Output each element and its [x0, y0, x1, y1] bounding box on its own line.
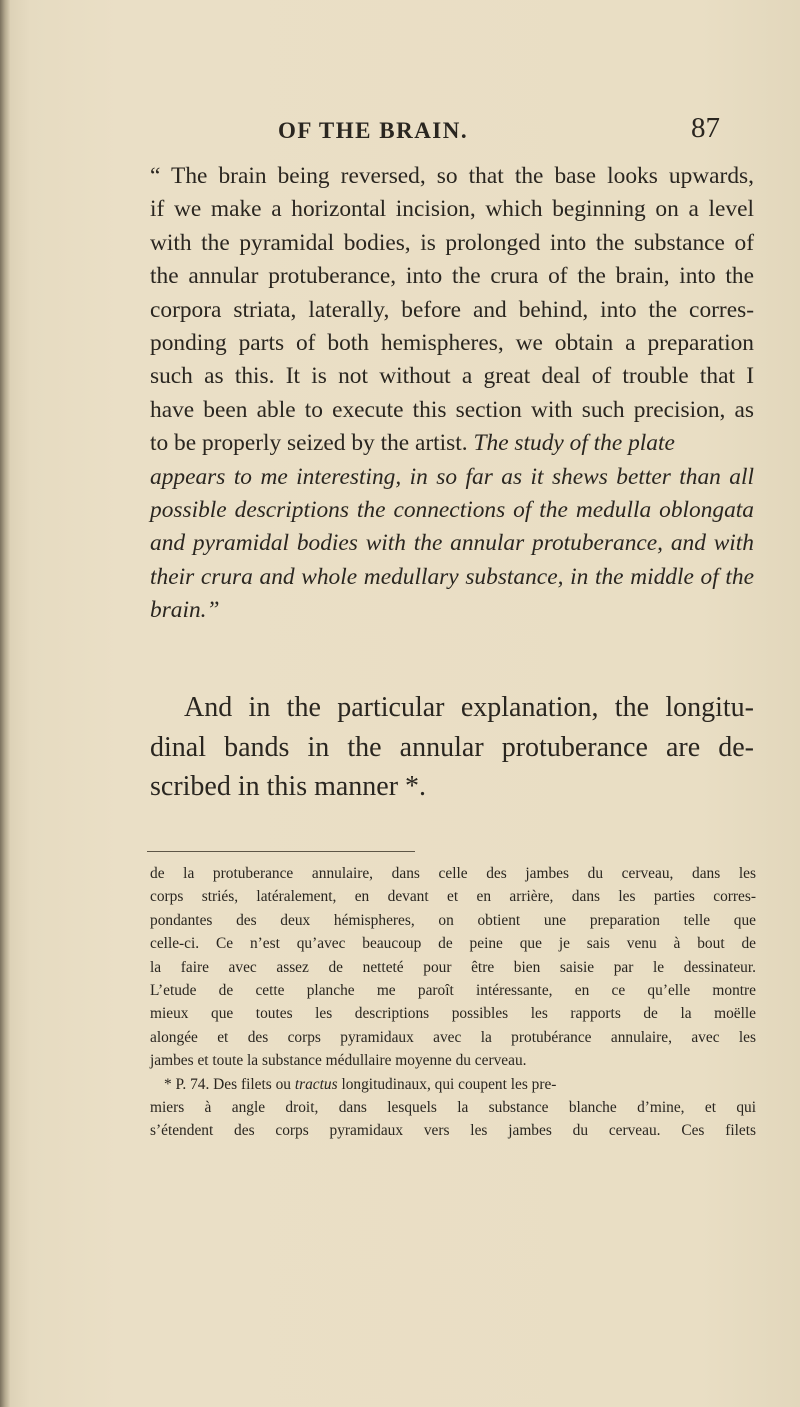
page-number: 87	[691, 112, 720, 144]
footnote-italic-part: tractus	[294, 1075, 338, 1093]
footnote-line: pondantes des deux hémispheres, on obtient une preparation telle que	[150, 911, 756, 929]
quote-line: if we make a horizontal incision, which beginning on a level	[150, 196, 754, 223]
footnotes	[150, 862, 756, 1143]
quote-line-italic: and pyramidal bodies with the annular protuberance, and with	[150, 530, 754, 557]
page-gutter-shadow	[0, 0, 10, 1407]
footnote-line-mixed	[150, 1073, 756, 1096]
paragraph-line: dinal bands in the annular protuberance are de-	[150, 731, 754, 763]
paragraph-line: And in the particular explanation, the longitu-	[184, 692, 754, 723]
running-head-title: OF THE BRAIN.	[278, 118, 469, 143]
footnote-line: L’etude de cette planche me paroît intéressante, en ce qu’elle montre	[150, 981, 756, 999]
footnote-line: alongée et des corps pyramidaux avec la protubérance annulaire, avec les	[150, 1028, 756, 1046]
quote-line: with the pyramidal bodies, is prolonged into the substance of	[150, 229, 754, 256]
quote-line: such as this. It is not without a great deal of trouble that I	[150, 363, 754, 390]
footnote-line: mieux que toutes les descriptions possibles les rapports de la moëlle	[150, 1005, 756, 1023]
quote-line: corpora striata, laterally, before and behind, into the corres-	[150, 296, 754, 323]
quote-line-italic: brain.”	[150, 597, 220, 624]
footnote-line: la faire avec assez de netteté pour être bien saisie par le dessinateur.	[150, 958, 756, 976]
quote-line-italic-part: The study of the plate	[473, 430, 675, 457]
body-paragraph	[150, 688, 754, 807]
footnote-line: celle-ci. Ce n’est qu’avec beaucoup de peine que je sais venu à bout de	[150, 935, 756, 953]
quote-line: “ The brain being reversed, so that the base looks upwards,	[150, 163, 754, 189]
quote-line: ponding parts of both hemispheres, we obtain a preparation	[150, 329, 754, 356]
quoted-paragraph	[150, 160, 754, 627]
paragraph-line: scribed in this manner *.	[150, 771, 427, 802]
footnote-line: s’étendent des corps pyramidaux vers les jambes du cerveau. Ces filets	[150, 1122, 756, 1140]
quote-line-mixed	[150, 427, 754, 460]
footnote-roman-part: longitudinaux, qui coupent les pre-	[337, 1075, 557, 1093]
running-head	[278, 112, 728, 152]
quote-line-italic: appears to me interesting, in so far as it shews better than all	[150, 463, 754, 490]
quote-line-roman-part: to be properly seized by the artist.	[150, 430, 474, 457]
footnote-roman-part: * P. 74. Des filets ou	[164, 1075, 295, 1093]
quote-line-italic: possible descriptions the connections of the medulla oblongata	[150, 496, 754, 523]
footnote-divider	[147, 851, 415, 852]
quote-line-italic: their crura and whole medullary substance, in the middle of the	[150, 563, 754, 590]
footnote-line: corps striés, latéralement, en devant et en arrière, dans les parties corres-	[150, 888, 756, 906]
footnote-line: jambes et toute la substance médullaire moyenne du cerveau.	[150, 1052, 527, 1070]
footnote-line: miers à angle droit, dans lesquels la substance blanche d’mine, et qui	[150, 1098, 756, 1116]
quote-line: have been able to execute this section with such precision, as	[150, 396, 754, 423]
quote-line: the annular protuberance, into the crura of the brain, into the	[150, 263, 754, 290]
footnote-line: de la protuberance annulaire, dans celle des jambes du cerveau, dans les	[150, 865, 756, 882]
